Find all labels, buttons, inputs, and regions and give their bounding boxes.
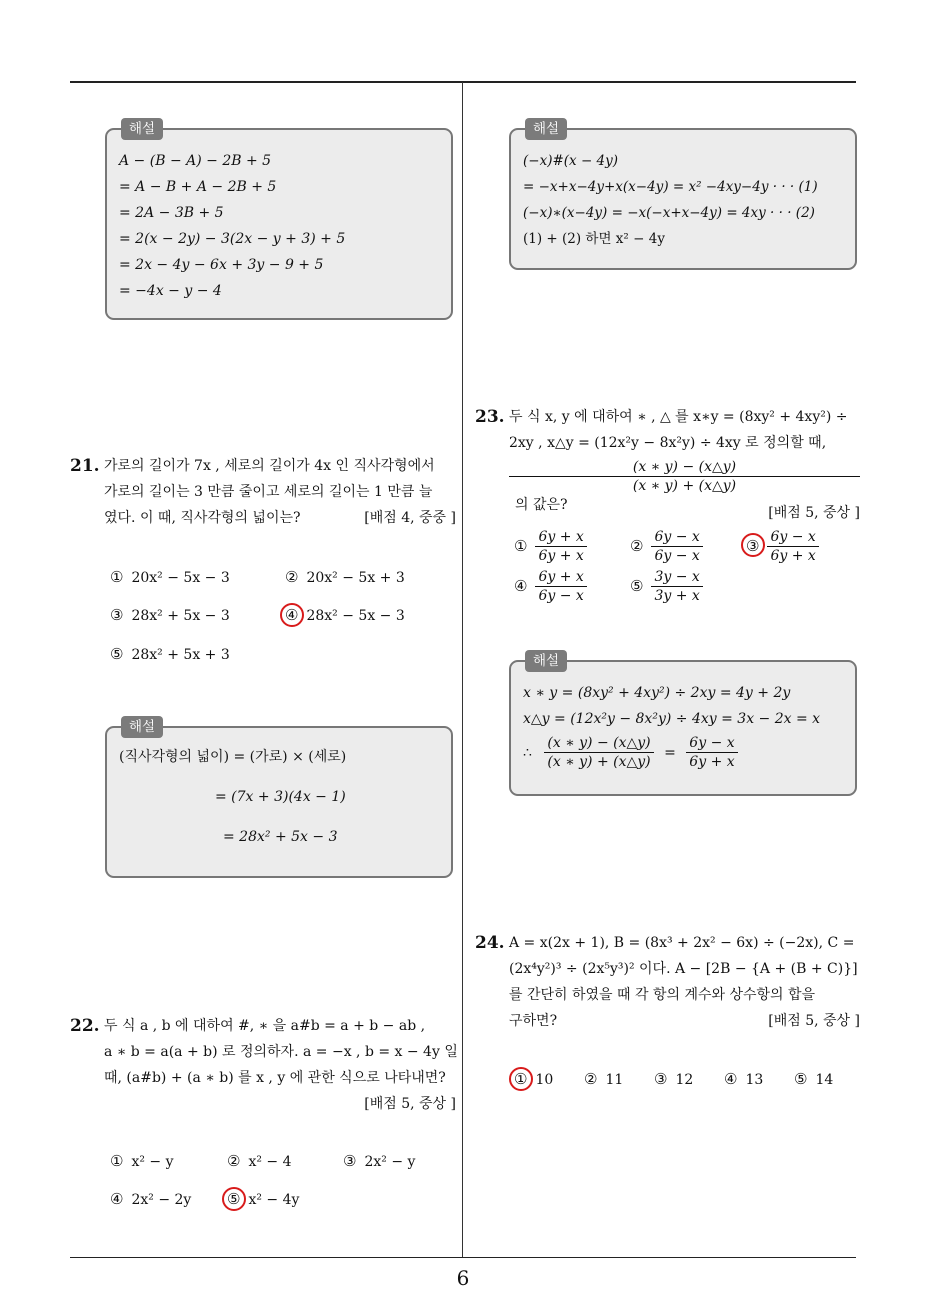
solution-line: (직사각형의 넓이) = (가로) × (세로) — [119, 749, 347, 765]
fraction-denominator: 6y + x — [689, 754, 735, 770]
question-text-line: 구하면? — [509, 1013, 558, 1029]
option-1[interactable] — [110, 567, 230, 588]
fraction-numerator: 6y + x — [535, 528, 586, 547]
fraction-numerator: (x ∗ y) − (x△y) — [509, 458, 860, 477]
option-text: 13 — [745, 1072, 764, 1088]
solution-line: (1) + (2) 하면 x² − 4y — [523, 231, 665, 247]
option-1[interactable] — [110, 1151, 174, 1172]
option-text: 20x² − 5x − 3 — [131, 570, 230, 586]
solution-tag: 해설 — [121, 118, 163, 140]
fraction-numerator: (x ∗ y) − (x△y) — [544, 734, 653, 753]
option-4[interactable] — [514, 568, 587, 605]
therefore-symbol: ∴ — [523, 744, 532, 761]
option-3[interactable] — [110, 605, 230, 626]
option-number: ④ — [285, 606, 299, 624]
option-number: ② — [227, 1152, 241, 1170]
solution-line: x ∗ y = (8xy² + 4xy²) ÷ 2xy = 4y + 2y — [523, 685, 791, 701]
solution-line: = 2(x − 2y) − 3(2x − y + 3) + 5 — [119, 231, 346, 247]
option-number: ① — [514, 536, 528, 555]
option-5[interactable] — [794, 1069, 833, 1090]
fraction-denominator: (x ∗ y) + (x△y) — [632, 478, 737, 494]
option-text: x² − 4 — [248, 1154, 292, 1170]
option-text: 20x² − 5x + 3 — [306, 570, 405, 586]
fraction-denominator: 6y + x — [770, 548, 816, 564]
question-text-tail: 의 값은? — [515, 497, 568, 513]
option-fraction — [535, 528, 586, 565]
option-2[interactable] — [630, 528, 703, 565]
answer-mark-circle — [280, 603, 304, 627]
result-fraction — [686, 734, 737, 771]
score-label: [배점 5, 중상 ] — [364, 1096, 456, 1112]
solution-line: = 2x − 4y − 6x + 3y − 9 + 5 — [119, 257, 324, 273]
question-text-line: 가로의 길이는 3 만큼 줄이고 세로의 길이는 1 만큼 늘 — [104, 484, 433, 500]
solution-line: = −4x − y − 4 — [119, 283, 222, 299]
question-21 — [70, 453, 456, 531]
bottom-rule — [70, 1257, 856, 1258]
answer-mark-circle — [509, 1067, 533, 1091]
option-text: 2x² − y — [364, 1154, 416, 1170]
option-text: 12 — [675, 1072, 694, 1088]
solution-tag: 해설 — [121, 716, 163, 738]
question-text-line: (2x⁴y²)³ ÷ (2x⁵y³)² 이다. A − [2B − {A + (B + C)}] — [509, 961, 858, 977]
answer-mark-circle — [741, 533, 765, 557]
option-number: ⑤ — [630, 576, 644, 595]
option-text: 28x² + 5x − 3 — [131, 608, 230, 624]
solution-box-prev-right — [509, 121, 857, 270]
option-fraction — [535, 568, 586, 605]
option-3[interactable] — [654, 1069, 693, 1090]
question-fraction — [509, 458, 860, 495]
question-number: 22. — [70, 1016, 100, 1036]
option-text: 14 — [815, 1072, 834, 1088]
option-fraction — [651, 568, 702, 605]
question-text-line: a ∗ b = a(a + b) 로 정의하자. a = −x , b = x − 4y 일 — [104, 1044, 458, 1060]
option-number: ① — [110, 1152, 124, 1170]
option-number: ① — [514, 1070, 528, 1088]
option-4[interactable] — [110, 1189, 191, 1210]
question-number: 23. — [475, 407, 505, 427]
page-number: 6 — [456, 1266, 470, 1290]
equals-sign: = — [664, 744, 676, 761]
fraction-denominator: 6y + x — [538, 548, 584, 564]
fraction-numerator: 6y − x — [651, 528, 702, 547]
option-text: 11 — [605, 1072, 624, 1088]
question-text-line: 두 식 a , b 에 대하여 #, ∗ 을 a#b = a + b − ab , — [104, 1018, 426, 1034]
solution-tag: 해설 — [525, 118, 567, 140]
option-text: 28x² + 5x + 3 — [131, 647, 230, 663]
fraction-numerator: 3y − x — [651, 568, 702, 587]
option-2[interactable] — [584, 1069, 623, 1090]
option-text: 28x² − 5x − 3 — [306, 608, 405, 624]
score-label: [배점 5, 중상 ] — [768, 505, 860, 521]
question-number: 21. — [70, 456, 100, 476]
option-number: ① — [110, 568, 124, 586]
option-number: ④ — [724, 1070, 738, 1088]
solution-line: (−x)#(x − 4y) — [523, 153, 619, 169]
option-number: ④ — [110, 1190, 124, 1208]
option-number: ② — [630, 536, 644, 555]
option-text: 2x² − 2y — [131, 1192, 192, 1208]
option-fraction — [651, 528, 702, 565]
option-text: 10 — [535, 1072, 554, 1088]
question-24 — [475, 930, 860, 1034]
solution-box-23 — [509, 653, 857, 796]
option-5[interactable] — [110, 644, 230, 665]
option-2[interactable] — [227, 1151, 292, 1172]
fraction-numerator: 6y + x — [535, 568, 586, 587]
solution-line: x△y = (12x²y − 8x²y) ÷ 4xy = 3x − 2x = x — [523, 711, 821, 727]
option-fraction — [767, 528, 818, 565]
option-5[interactable] — [630, 568, 703, 605]
option-3[interactable] — [343, 1151, 415, 1172]
fraction-numerator: 6y − x — [686, 734, 737, 753]
solution-line: (−x)∗(x−4y) = −x(−x+x−4y) = 4xy · · · (2) — [523, 205, 815, 221]
solution-line: = −x+x−4y+x(x−4y) = x² −4xy−4y · · · (1) — [523, 179, 818, 195]
question-text-line: 를 간단히 하였을 때 각 항의 계수와 상수항의 합을 — [509, 987, 816, 1003]
question-text-line: 두 식 x, y 에 대하여 ∗ , △ 를 x∗y = (8xy² + 4xy²) ÷ — [509, 409, 848, 425]
answer-mark-circle — [222, 1187, 246, 1211]
solution-line: = 28x² + 5x − 3 — [223, 829, 338, 845]
solution-line: = A − B + A − 2B + 5 — [119, 179, 277, 195]
score-label: [배점 4, 중중 ] — [364, 510, 456, 526]
question-22 — [70, 1013, 456, 1117]
top-rule — [70, 81, 856, 83]
option-4[interactable] — [724, 1069, 763, 1090]
question-text-line: 때, (a#b) + (a ∗ b) 를 x , y 에 관한 식으로 나타내면? — [104, 1070, 446, 1086]
option-1[interactable] — [514, 528, 587, 565]
solution-fraction — [544, 734, 653, 771]
option-number: ② — [584, 1070, 598, 1088]
solution-line: = 2A − 3B + 5 — [119, 205, 224, 221]
option-2[interactable] — [285, 567, 405, 588]
question-text-line: A = x(2x + 1), B = (8x³ + 2x² − 6x) ÷ (−2x), C = — [509, 935, 855, 951]
option-number: ⑤ — [110, 645, 124, 663]
fraction-numerator: 6y − x — [767, 528, 818, 547]
option-number: ④ — [514, 576, 528, 595]
option-number: ③ — [654, 1070, 668, 1088]
solution-box-prev-left — [105, 121, 453, 320]
question-text-line: 2xy , x△y = (12x²y − 8x²y) ÷ 4xy 로 정의할 때, — [509, 435, 827, 451]
fraction-denominator: 6y − x — [538, 588, 584, 604]
question-text-line: 가로의 길이가 7x , 세로의 길이가 4x 인 직사각형에서 — [104, 458, 435, 474]
column-divider — [462, 82, 463, 1257]
option-number: ③ — [343, 1152, 357, 1170]
option-number: ⑤ — [227, 1190, 241, 1208]
option-number: ⑤ — [794, 1070, 808, 1088]
fraction-denominator: 3y + x — [654, 588, 700, 604]
solution-line: = (7x + 3)(4x − 1) — [215, 789, 346, 805]
solution-box-21 — [105, 719, 453, 878]
option-number: ③ — [110, 606, 124, 624]
solution-tag: 해설 — [525, 650, 567, 672]
fraction-denominator: 6y − x — [654, 548, 700, 564]
score-label: [배점 5, 중상 ] — [768, 1013, 860, 1029]
option-number: ③ — [746, 536, 760, 555]
solution-line: A − (B − A) − 2B + 5 — [119, 153, 272, 169]
option-number: ② — [285, 568, 299, 586]
fraction-denominator: (x ∗ y) + (x△y) — [547, 754, 651, 770]
question-number: 24. — [475, 933, 505, 953]
option-text: x² − y — [131, 1154, 174, 1170]
option-text: x² − 4y — [248, 1192, 300, 1208]
question-text-line: 였다. 이 때, 직사각형의 넓이는? — [104, 510, 301, 526]
question-23 — [475, 404, 860, 523]
